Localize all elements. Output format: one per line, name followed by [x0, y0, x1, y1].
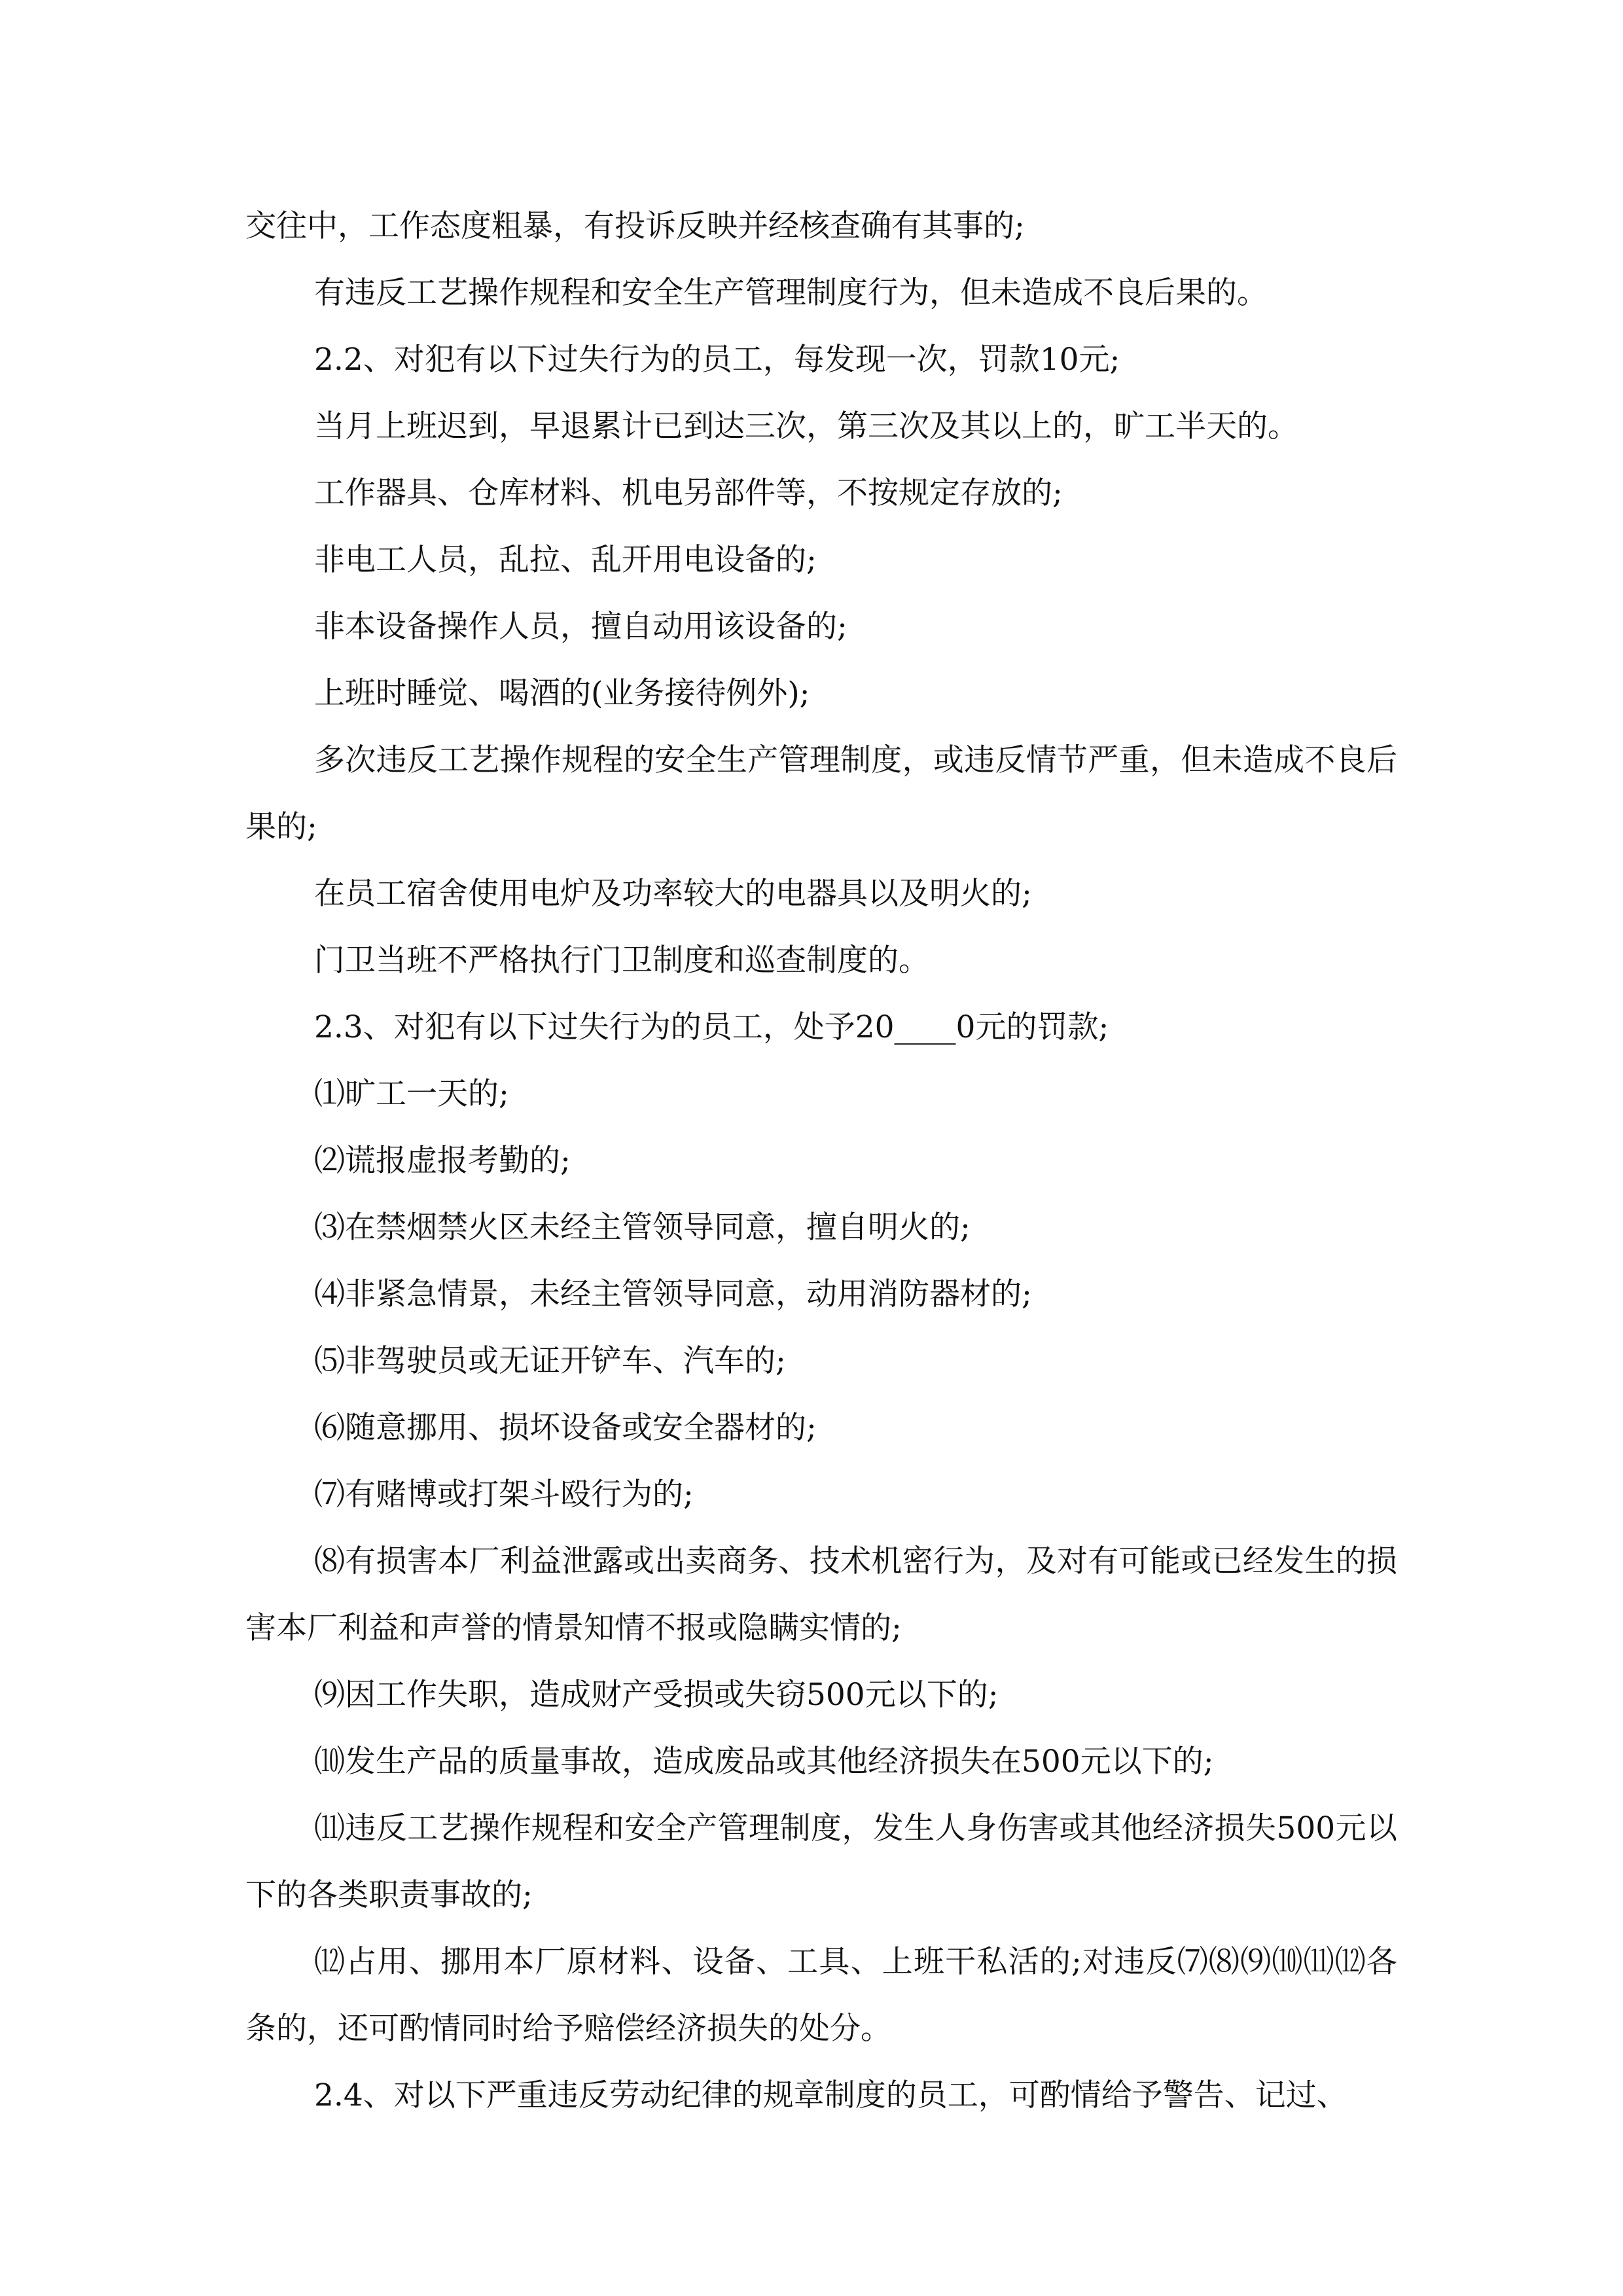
- paragraph-22: ⑽发生产品的质量事故，造成废品或其他经济损失在500元以下的;: [314, 1744, 1214, 1780]
- paragraph-21: ⑼因工作失职，造成财产受损或失窃500元以下的;: [314, 1677, 999, 1713]
- paragraph-4: 当月上班迟到，早退累计已到达三次，第三次及其以上的，旷工半天的。: [314, 408, 1298, 444]
- paragraph-2: 有违反工艺操作规程和安全生产管理制度行为，但未造成不良后果的。: [314, 275, 1268, 311]
- paragraph-12: 2.3、对犯有以下过失行为的员工，处予20____0元的罚款;: [314, 1009, 1109, 1045]
- paragraph-8: 上班时睡觉、喝酒的(业务接待例外);: [314, 675, 810, 711]
- paragraph-15: ⑶在禁烟禁火区未经主管领导同意，擅自明火的;: [314, 1210, 971, 1246]
- paragraph-3: 2.2、对犯有以下过失行为的员工，每发现一次，罚款10元;: [314, 342, 1120, 378]
- paragraph-11: 门卫当班不严格执行门卫制度和巡查制度的。: [314, 942, 929, 978]
- paragraph-23: ⑾违反工艺操作规程和安全产管理制度，发生人身伤害或其他经济损失500元以下的各类职责事故的;: [245, 1810, 1397, 1913]
- paragraph-16: ⑷非紧急情景，未经主管领导同意，动用消防器材的;: [314, 1276, 1032, 1312]
- paragraph-9: 多次违反工艺操作规程的安全生产管理制度，或违反情节严重，但未造成不良后果的;: [245, 742, 1397, 845]
- paragraph-10: 在员工宿舍使用电炉及功率较大的电器具以及明火的;: [314, 876, 1032, 912]
- paragraph-19: ⑺有赌博或打架斗殴行为的;: [314, 1477, 694, 1513]
- paragraph-25: 2.4、对以下严重违反劳动纪律的规章制度的员工，可酌情给予警告、记过、: [314, 2077, 1347, 2113]
- paragraph-18: ⑹随意挪用、损坏设备或安全器材的;: [314, 1410, 817, 1446]
- document-body: [245, 193, 1397, 2129]
- paragraph-17: ⑸非驾驶员或无证开铲车、汽车的;: [314, 1343, 786, 1379]
- paragraph-7: 非本设备操作人员，擅自动用该设备的;: [314, 609, 847, 645]
- paragraph-5: 工作器具、仓库材料、机电另部件等，不按规定存放的;: [314, 475, 1063, 511]
- paragraph-13: ⑴旷工一天的;: [314, 1076, 509, 1112]
- paragraph-1: 交往中，工作态度粗暴，有投诉反映并经核查确有其事的;: [245, 208, 1025, 244]
- paragraph-20: ⑻有损害本厂利益泄露或出卖商务、技术机密行为，及对有可能或已经发生的损害本厂利益和声誉的情景知情不报或隐瞒实情的;: [245, 1543, 1397, 1646]
- paragraph-6: 非电工人员，乱拉、乱开用电设备的;: [314, 542, 817, 578]
- paragraph-24: ⑿占用、挪用本厂原材料、设备、工具、上班干私活的;对违反⑺⑻⑼⑽⑾⑿各条的，还可酌情同时给予赔偿经济损失的处分。: [245, 1944, 1397, 2047]
- paragraph-14: ⑵谎报虚报考勤的;: [314, 1143, 571, 1179]
